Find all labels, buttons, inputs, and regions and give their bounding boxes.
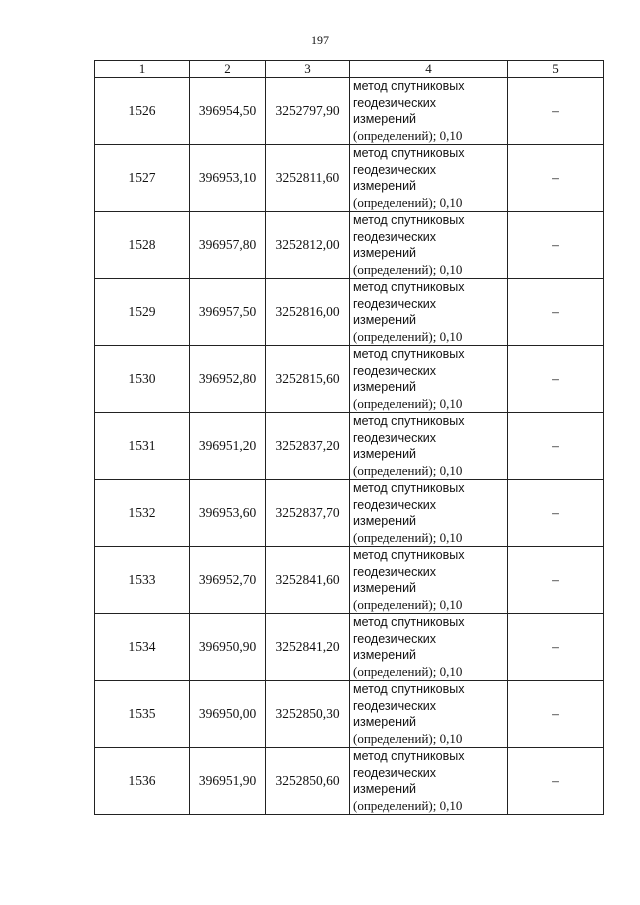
method-line: измерений — [353, 179, 417, 193]
method-line: метод спутниковых — [353, 213, 465, 227]
table-row — [95, 547, 604, 614]
y-coordinate-cell: 3252812,00 — [266, 212, 350, 279]
method-line: геодезических — [353, 631, 437, 646]
y-coordinate-cell: 3252837,20 — [266, 413, 350, 480]
method-line: измерений — [353, 447, 417, 461]
method-cell — [350, 480, 508, 547]
method-line: измерений — [353, 648, 417, 662]
method-line: геодезических — [353, 564, 437, 579]
method-line: (определений); 0,10 — [353, 395, 463, 411]
method-line: метод спутниковых — [353, 146, 465, 160]
table-row — [95, 748, 604, 815]
point-number-cell: 1535 — [95, 681, 190, 748]
y-coordinate-cell: 3252815,60 — [266, 346, 350, 413]
table-row — [95, 78, 604, 145]
method-cell — [350, 346, 508, 413]
point-number-cell: 1527 — [95, 145, 190, 212]
header-row — [95, 61, 604, 78]
method-line: измерений — [353, 380, 417, 394]
method-line: измерений — [353, 782, 417, 796]
note-cell: – — [508, 212, 604, 279]
method-line: измерений — [353, 246, 417, 260]
coordinates-table — [94, 60, 604, 815]
table-row — [95, 413, 604, 480]
method-line: геодезических — [353, 363, 437, 378]
note-cell: – — [508, 346, 604, 413]
header-cell-3: 3 — [266, 61, 350, 78]
note-cell: – — [508, 748, 604, 815]
point-number-cell: 1533 — [95, 547, 190, 614]
method-line: (определений); 0,10 — [353, 596, 463, 612]
method-cell — [350, 413, 508, 480]
method-cell — [350, 78, 508, 145]
method-line: (определений); 0,10 — [353, 328, 463, 344]
method-line: (определений); 0,10 — [353, 797, 463, 813]
point-number-cell: 1534 — [95, 614, 190, 681]
table-body — [95, 78, 604, 815]
header-cell-1: 1 — [95, 61, 190, 78]
method-line: (определений); 0,10 — [353, 529, 463, 545]
x-coordinate-cell: 396952,70 — [190, 547, 266, 614]
y-coordinate-cell: 3252811,60 — [266, 145, 350, 212]
header-cell-5: 5 — [508, 61, 604, 78]
method-line: измерений — [353, 313, 417, 327]
header-cell-2: 2 — [190, 61, 266, 78]
point-number-cell: 1530 — [95, 346, 190, 413]
x-coordinate-cell: 396957,80 — [190, 212, 266, 279]
method-cell — [350, 614, 508, 681]
table-row — [95, 212, 604, 279]
note-cell: – — [508, 145, 604, 212]
x-coordinate-cell: 396953,10 — [190, 145, 266, 212]
y-coordinate-cell: 3252841,60 — [266, 547, 350, 614]
method-line: метод спутниковых — [353, 280, 465, 294]
y-coordinate-cell: 3252837,70 — [266, 480, 350, 547]
method-line: геодезических — [353, 162, 437, 177]
method-line: метод спутниковых — [353, 682, 465, 696]
method-line: геодезических — [353, 95, 437, 110]
note-cell: – — [508, 614, 604, 681]
note-cell: – — [508, 78, 604, 145]
method-line: метод спутниковых — [353, 548, 465, 562]
table-header — [95, 61, 604, 78]
method-line: (определений); 0,10 — [353, 663, 463, 679]
point-number-cell: 1532 — [95, 480, 190, 547]
point-number-cell: 1536 — [95, 748, 190, 815]
method-line: (определений); 0,10 — [353, 127, 463, 143]
y-coordinate-cell: 3252850,30 — [266, 681, 350, 748]
note-cell: – — [508, 413, 604, 480]
method-line: геодезических — [353, 229, 437, 244]
method-line: (определений); 0,10 — [353, 730, 463, 746]
method-cell — [350, 145, 508, 212]
point-number-cell: 1526 — [95, 78, 190, 145]
table-row — [95, 145, 604, 212]
table-row — [95, 279, 604, 346]
note-cell: – — [508, 681, 604, 748]
x-coordinate-cell: 396950,00 — [190, 681, 266, 748]
table-row — [95, 614, 604, 681]
x-coordinate-cell: 396957,50 — [190, 279, 266, 346]
table-row — [95, 480, 604, 547]
method-line: метод спутниковых — [353, 347, 465, 361]
y-coordinate-cell: 3252797,90 — [266, 78, 350, 145]
method-line: метод спутниковых — [353, 414, 465, 428]
x-coordinate-cell: 396950,90 — [190, 614, 266, 681]
point-number-cell: 1528 — [95, 212, 190, 279]
x-coordinate-cell: 396954,50 — [190, 78, 266, 145]
method-cell — [350, 547, 508, 614]
x-coordinate-cell: 396951,20 — [190, 413, 266, 480]
x-coordinate-cell: 396951,90 — [190, 748, 266, 815]
method-line: измерений — [353, 581, 417, 595]
method-line: геодезических — [353, 430, 437, 445]
point-number-cell: 1531 — [95, 413, 190, 480]
page-number: 197 — [311, 33, 329, 47]
table-row — [95, 681, 604, 748]
table-row — [95, 346, 604, 413]
y-coordinate-cell: 3252816,00 — [266, 279, 350, 346]
method-line: метод спутниковых — [353, 481, 465, 495]
y-coordinate-cell: 3252841,20 — [266, 614, 350, 681]
method-line: геодезических — [353, 497, 437, 512]
method-line: геодезических — [353, 698, 437, 713]
method-line: (определений); 0,10 — [353, 194, 463, 210]
method-cell — [350, 748, 508, 815]
method-line: (определений); 0,10 — [353, 261, 463, 277]
method-line: метод спутниковых — [353, 615, 465, 629]
method-cell — [350, 681, 508, 748]
method-line: измерений — [353, 514, 417, 528]
note-cell: – — [508, 480, 604, 547]
note-cell: – — [508, 279, 604, 346]
method-line: метод спутниковых — [353, 749, 465, 763]
point-number-cell: 1529 — [95, 279, 190, 346]
x-coordinate-cell: 396952,80 — [190, 346, 266, 413]
header-cell-4: 4 — [350, 61, 508, 78]
method-cell — [350, 212, 508, 279]
y-coordinate-cell: 3252850,60 — [266, 748, 350, 815]
method-line: метод спутниковых — [353, 79, 465, 93]
method-line: измерений — [353, 112, 417, 126]
method-line: геодезических — [353, 296, 437, 311]
method-line: (определений); 0,10 — [353, 462, 463, 478]
method-line: геодезических — [353, 765, 437, 780]
x-coordinate-cell: 396953,60 — [190, 480, 266, 547]
note-cell: – — [508, 547, 604, 614]
method-line: измерений — [353, 715, 417, 729]
method-cell — [350, 279, 508, 346]
